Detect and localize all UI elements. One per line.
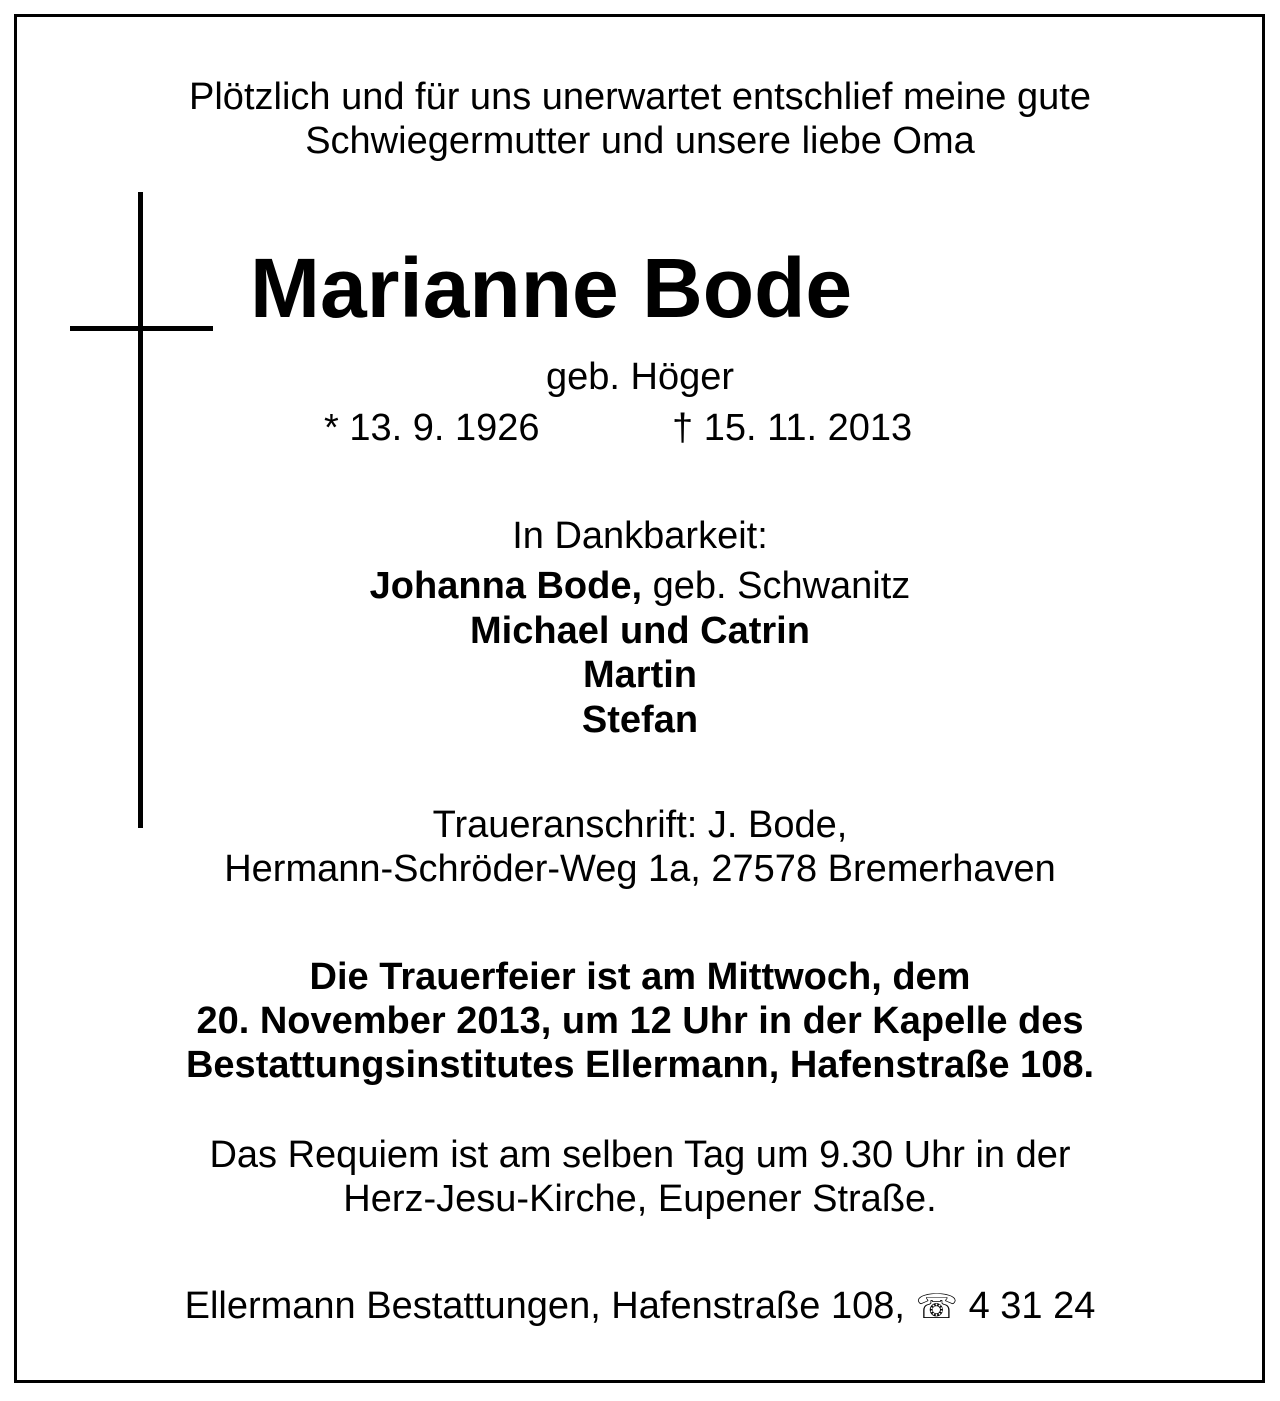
mourner-maiden: geb. Schwanitz (642, 565, 911, 607)
death-date: † 15. 11. 2013 (672, 407, 913, 449)
deceased-name: Marianne Bode (250, 241, 853, 335)
mourner-line-1 (0, 564, 1280, 608)
mourner-name-bold: Johanna Bode, (369, 565, 643, 607)
footer-line (0, 1284, 1280, 1329)
ceremony-line-2: 20. November 2013, um 12 Uhr in der Kapelle des (196, 1000, 1084, 1042)
telephone-icon: ☏ (915, 1288, 959, 1326)
mourners-heading: In Dankbarkeit: (512, 515, 768, 557)
intro-line-1: Plötzlich und für uns unerwartet entschlief meine gute (189, 76, 1091, 118)
address-line-1: Traueranschrift: J. Bode, (432, 804, 848, 846)
birth-date: * 13. 9. 1926 (324, 407, 540, 449)
mourner-line-2: Michael und Catrin (470, 610, 810, 652)
maiden-name: geb. Höger (545, 356, 734, 398)
ceremony-line-1: Die Trauerfeier ist am Mittwoch, dem (309, 956, 971, 998)
mourner-line-4: Stefan (581, 699, 699, 741)
address-line-2: Hermann-Schröder-Weg 1a, 27578 Bremerhaven (224, 848, 1056, 890)
footer-text: Ellermann Bestattungen, Hafenstraße 108, (184, 1285, 905, 1327)
footer-phone: 4 31 24 (968, 1285, 1096, 1327)
intro-line-2: Schwiegermutter und unsere liebe Oma (305, 120, 975, 162)
requiem-line-2: Herz-Jesu-Kirche, Eupener Straße. (343, 1178, 937, 1220)
cross-icon-horizontal (70, 326, 213, 331)
ceremony-line-3: Bestattungsinstitutes Ellermann, Hafenstraße 108. (185, 1044, 1095, 1086)
mourner-line-3: Martin (583, 654, 697, 696)
requiem-line-1: Das Requiem ist am selben Tag um 9.30 Uhr in der (209, 1134, 1071, 1176)
